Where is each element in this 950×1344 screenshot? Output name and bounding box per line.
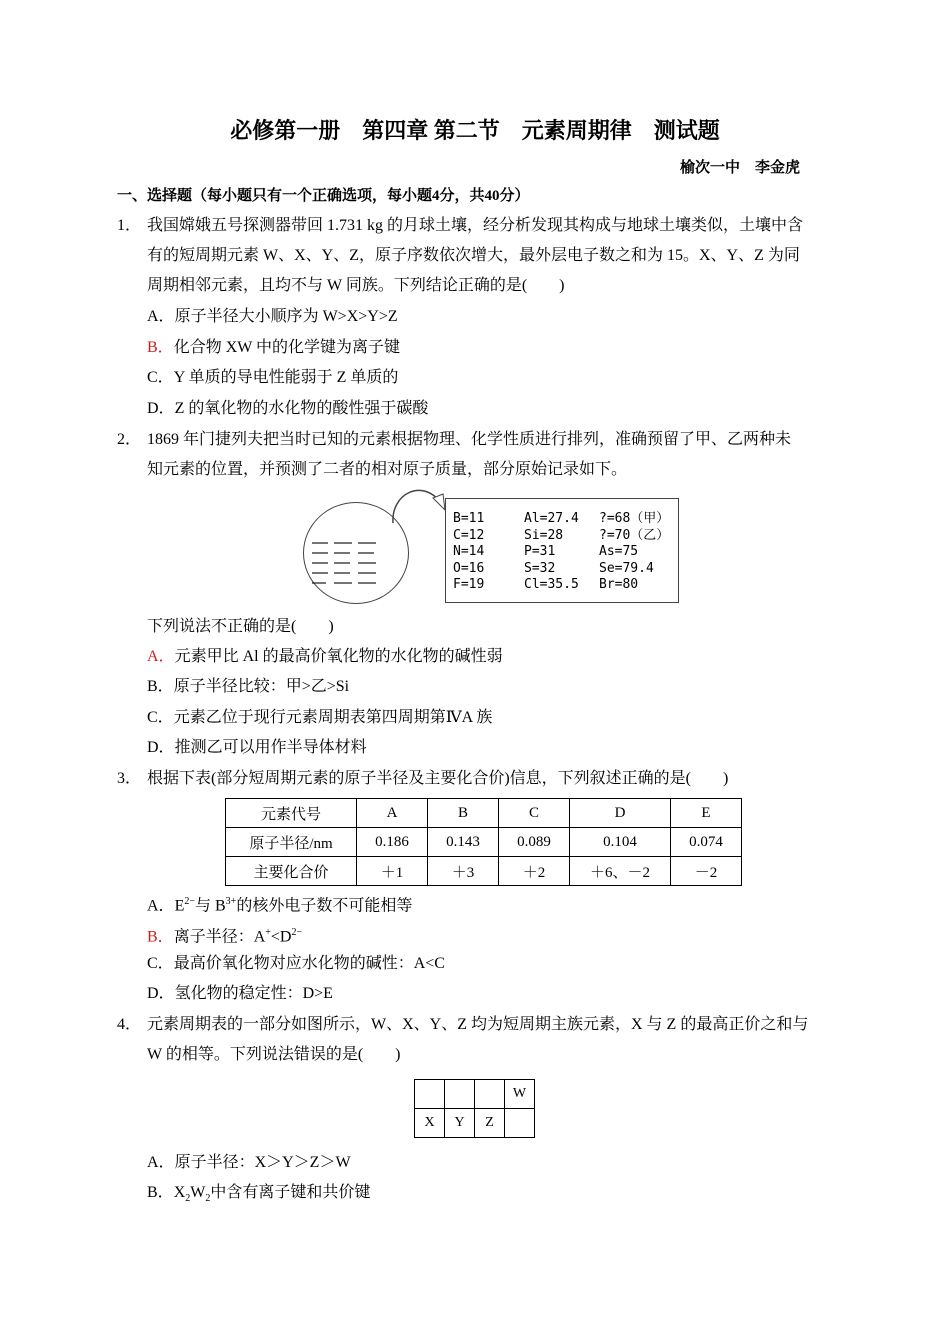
option-label-answer: A．	[147, 648, 175, 665]
text: 中含有离子键和共价键	[210, 1184, 371, 1201]
text: 0.104	[570, 828, 671, 857]
page-title: 必修第一册 第四章 第二节 元素周期律 测试题	[230, 118, 720, 143]
question-text: 知元素的位置，并预测了二者的相对原子质量，部分原始记录如下。	[147, 461, 628, 478]
text: Cl=35.5	[524, 577, 579, 592]
text: F=19	[453, 577, 485, 592]
option-c	[147, 368, 398, 388]
option-label: C．	[147, 709, 174, 726]
text: 的核外电子数不可能相等	[236, 897, 413, 915]
question-text: 我国嫦娥五号探测器带回 1.731 kg 的月球土壤，经分析发现其构成与地球土壤类似，土壤中含	[147, 217, 804, 234]
option-text: 元素甲比 Al 的最高价氧化物的水化物的碱性弱	[174, 648, 503, 665]
question-number: 1．	[117, 217, 142, 234]
periodic-table-fragment	[414, 1079, 535, 1138]
text: 原子半径：X＞Y＞Z＞W	[174, 1154, 351, 1171]
option-text: 元素乙位于现行元素周期表第四周期第ⅣA 族	[173, 709, 493, 726]
question-text: 元素周期表的一部分如图所示，W、X、Y、Z 均为短周期主族元素，X 与 Z 的最高正价之和与	[147, 1016, 809, 1033]
option-a	[147, 1153, 351, 1173]
option-d	[147, 738, 367, 758]
text: D．	[147, 985, 175, 1002]
option-text: 化合物 XW 中的化学键为离子键	[173, 339, 401, 356]
option-label: C．	[147, 369, 174, 386]
text: 2	[205, 1193, 211, 1205]
text: Y	[445, 1109, 475, 1138]
option-b	[147, 677, 349, 697]
text: E	[671, 799, 742, 828]
option-a	[147, 892, 412, 916]
table-row	[226, 799, 742, 828]
text: ＋1	[357, 857, 428, 886]
question-text: 有的短周期元素 W、X、Y、Z，原子序数依次增大，最外层电子数之和为 15。X、Y、Z 为同	[147, 247, 800, 264]
text: B=11	[453, 511, 485, 526]
text: C=12	[453, 527, 485, 543]
text: 0.186	[357, 828, 428, 857]
table-row	[226, 828, 742, 857]
option-b	[147, 1183, 370, 1209]
text: A	[357, 799, 428, 828]
text: 氢化物的稳定性：D>E	[174, 985, 333, 1002]
question-number: 2．	[117, 431, 142, 448]
author: 榆次一中 李金虎	[679, 160, 800, 176]
text	[475, 1080, 505, 1109]
text: 离子半径：A	[173, 928, 266, 946]
text: 3+	[225, 896, 237, 907]
option-a	[147, 647, 503, 667]
option-text: Z 的氧化物的水化物的酸性强于碳酸	[174, 400, 429, 417]
text: ?=68（甲）	[599, 511, 670, 526]
text: A．	[147, 1154, 175, 1171]
text: 0.074	[671, 828, 742, 857]
option-text: 原子半径比较：甲>乙>Si	[173, 678, 350, 695]
text: 与 B	[194, 897, 226, 915]
text: 2−	[291, 927, 303, 938]
option-label: D．	[147, 400, 175, 417]
text: W	[190, 1184, 206, 1201]
arrow-icon	[383, 478, 453, 528]
text: Al=27.4	[524, 511, 579, 526]
text: As=75	[599, 544, 639, 559]
text: 最高价氧化物对应水化物的碱性：A<C	[173, 955, 445, 972]
text: O=16	[453, 560, 485, 576]
text: Si=28	[524, 527, 564, 543]
text: ?=70（乙）	[599, 527, 670, 543]
text: X	[173, 1184, 186, 1201]
text: W	[505, 1080, 535, 1109]
text: ＋3	[428, 857, 499, 886]
text: 2	[185, 1193, 191, 1205]
option-text: Y 单质的导电性能弱于 Z 单质的	[173, 369, 399, 386]
text: B	[428, 799, 499, 828]
text: N=14	[453, 544, 485, 559]
text	[445, 1080, 475, 1109]
text	[415, 1080, 445, 1109]
text: E	[174, 897, 185, 915]
text: <D	[270, 928, 292, 946]
option-c	[147, 708, 492, 728]
text: Z	[475, 1109, 505, 1138]
option-label-answer: B．	[147, 928, 174, 946]
text: －2	[671, 857, 742, 886]
option-label-answer: B．	[147, 339, 174, 356]
question-number: 3．	[117, 770, 142, 787]
question-number: 4．	[117, 1016, 142, 1033]
text: B．	[147, 1184, 174, 1201]
text: P=31	[524, 544, 556, 559]
section-heading: 一、选择题（每小题只有一个正确选项，每小题4分，共40分）	[117, 188, 530, 204]
text: Se=79.4	[599, 560, 654, 576]
option-a	[147, 307, 398, 327]
text: C．	[147, 955, 174, 972]
option-c	[147, 954, 445, 974]
text	[505, 1109, 535, 1138]
question-text: W 的相等。下列说法错误的是( )	[147, 1046, 401, 1063]
option-label: A．	[147, 308, 175, 325]
text: C	[499, 799, 570, 828]
text: S=32	[524, 560, 556, 576]
text: 元素代号	[226, 799, 357, 828]
question-stem: 下列说法不正确的是( )	[147, 618, 334, 635]
option-label: D．	[147, 739, 175, 756]
text: +	[265, 927, 271, 938]
option-text: 推测乙可以用作半导体材料	[174, 739, 367, 756]
text: 0.143	[428, 828, 499, 857]
question-text: 根据下表(部分短周期元素的原子半径及主要化合价)信息，下列叙述正确的是( )	[147, 770, 729, 787]
text: 2−	[184, 896, 195, 907]
text: 0.089	[499, 828, 570, 857]
option-text: 原子半径大小顺序为 W>X>Y>Z	[174, 308, 398, 325]
text: D	[570, 799, 671, 828]
mendeleev-record-figure	[303, 490, 683, 606]
option-b	[147, 923, 302, 947]
element-list-box	[445, 498, 679, 603]
text: A．	[147, 897, 175, 915]
text: ＋6、－2	[570, 857, 671, 886]
text: ＋2	[499, 857, 570, 886]
option-d	[147, 984, 333, 1004]
option-b	[147, 338, 400, 358]
element-data-table	[225, 798, 742, 886]
text: 主要化合价	[226, 857, 357, 886]
text: Br=80	[599, 577, 639, 592]
text: 原子半径/nm	[226, 828, 357, 857]
text: X	[415, 1109, 445, 1138]
option-label: B．	[147, 678, 174, 695]
question-text: 周期相邻元素，且均不与 W 同族。下列结论正确的是( )	[147, 277, 565, 294]
option-d	[147, 399, 428, 419]
table-row	[226, 857, 742, 886]
question-text: 1869 年门捷列夫把当时已知的元素根据物理、化学性质进行排列，准确预留了甲、乙两种未	[147, 431, 792, 448]
